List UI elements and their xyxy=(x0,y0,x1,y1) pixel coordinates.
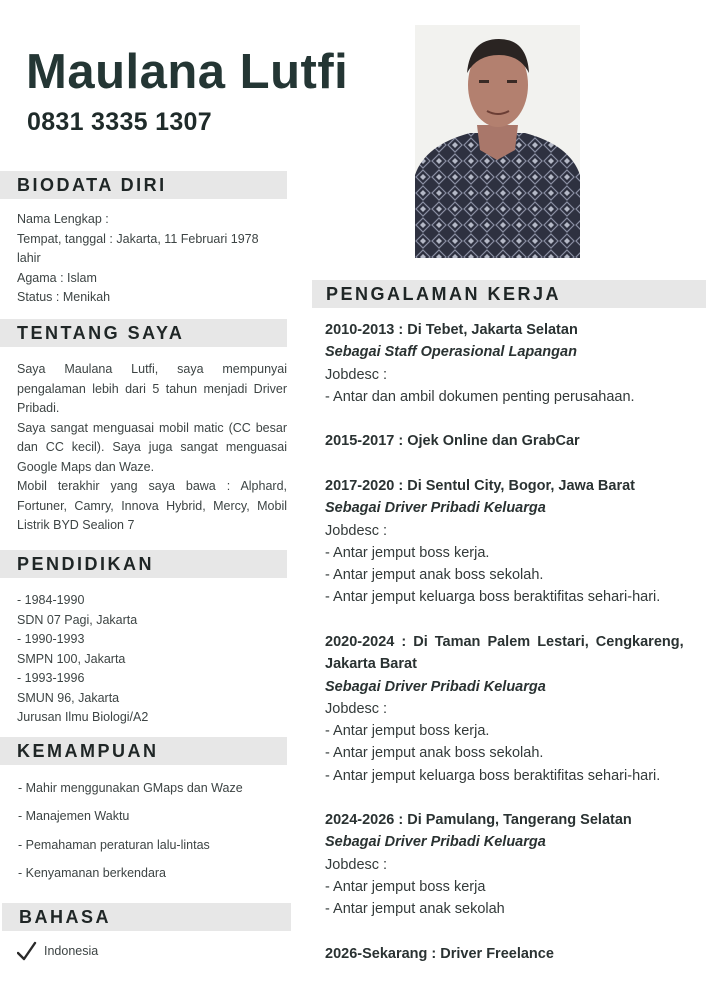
job-desc-label: Jobdesc : xyxy=(325,856,388,873)
job-period: 2015-2017 : Ojek Online dan GrabCar xyxy=(325,433,580,449)
job-period: 2020-2024 : Di Taman Palem Lestari, Cengkareng, xyxy=(325,634,684,650)
tentang-block xyxy=(17,360,287,536)
job-desc-item: - Antar jemput keluarga boss beraktifitas sehari-hari. xyxy=(325,767,661,784)
skill-item: - Pemahaman peraturan lalu-lintas xyxy=(18,838,210,852)
job-desc-item: - Antar jemput anak sekolah xyxy=(325,901,505,918)
job-desc-item: - Antar dan ambil dokumen penting perusahaan. xyxy=(325,388,635,405)
job-role: Sebagai Driver Pribadi Keluarga xyxy=(325,678,546,695)
skill-item: - Manajemen Waktu xyxy=(18,809,130,823)
checkmark-icon xyxy=(17,940,37,962)
job-desc-label: Jobdesc : xyxy=(325,366,388,383)
job-entry-2015 xyxy=(325,430,693,452)
profile-photo xyxy=(415,25,580,258)
job-desc-item: - Antar jemput boss kerja xyxy=(325,878,486,895)
tentang-paragraph-2: Saya sangat menguasai mobil matic (CC besar dan CC kecil). Saya juga sangat menguasai Google Maps dan Waze. xyxy=(17,420,287,474)
job-role: Sebagai Driver Pribadi Keluarga xyxy=(325,500,546,517)
pendidikan-item: - 1993-1996 xyxy=(17,671,85,685)
tentang-paragraph-3: Mobil terakhir yang saya bawa : Alphard, Fortuner, Camry, Innova Hybrid, Mercy, Mobil Listrik BYD Sealion 7 xyxy=(17,479,287,532)
job-desc-item: - Antar jemput boss kerja. xyxy=(325,723,490,740)
phone-number: 0831 3335 1307 xyxy=(27,108,212,136)
biodata-ttl-cont: lahir xyxy=(17,251,41,265)
job-desc-item: - Antar jemput boss kerja. xyxy=(325,544,490,561)
biodata-ttl: Tempat, tanggal : Jakarta, 11 Februari 1978 xyxy=(17,231,259,246)
section-header-pengalaman: PENGALAMAN KERJA xyxy=(312,280,706,308)
job-period: 2010-2013 : Di Tebet, Jakarta Selatan xyxy=(325,322,578,338)
job-desc-item: - Antar jemput anak boss sekolah. xyxy=(325,567,544,584)
section-header-biodata: BIODATA DIRI xyxy=(0,171,287,199)
pendidikan-item: SMUN 96, Jakarta xyxy=(17,690,120,705)
section-header-kemampuan: KEMAMPUAN xyxy=(0,737,287,765)
cv-name: Maulana Lutfi xyxy=(26,45,349,99)
section-header-bahasa: BAHASA xyxy=(2,903,291,931)
skill-item: - Mahir menggunakan GMaps dan Waze xyxy=(18,781,243,795)
biodata-agama: Agama : Islam xyxy=(17,270,97,285)
job-entry-2020 xyxy=(325,631,693,787)
job-period-cont: Jakarta Barat xyxy=(325,656,417,673)
job-desc-item: - Antar jemput anak boss sekolah. xyxy=(325,745,544,762)
pendidikan-item: - 1984-1990 xyxy=(17,593,85,607)
job-period: 2026-Sekarang : Driver Freelance xyxy=(325,946,554,962)
job-role: Sebagai Staff Operasional Lapangan xyxy=(325,344,577,361)
pendidikan-item: SDN 07 Pagi, Jakarta xyxy=(17,612,138,627)
section-header-tentang: TENTANG SAYA xyxy=(0,319,287,347)
pendidikan-block xyxy=(17,591,287,728)
job-role: Sebagai Driver Pribadi Keluarga xyxy=(325,834,546,851)
section-header-pendidikan: PENDIDIKAN xyxy=(0,550,287,578)
job-desc-item: - Antar jemput keluarga boss beraktifitas sehari-hari. xyxy=(325,589,661,606)
job-entry-2010 xyxy=(325,319,693,408)
job-period: 2017-2020 : Di Sentul City, Bogor, Jawa Barat xyxy=(325,478,635,494)
skill-item: - Kenyamanan berkendara xyxy=(18,866,167,880)
job-entry-2024 xyxy=(325,809,693,920)
pendidikan-item: Jurusan Ilmu Biologi/A2 xyxy=(17,710,149,724)
language-indonesia: Indonesia xyxy=(44,944,99,958)
job-period: 2024-2026 : Di Pamulang, Tangerang Selatan xyxy=(325,812,632,828)
biodata-block xyxy=(17,210,287,308)
job-desc-label: Jobdesc : xyxy=(325,700,388,717)
tentang-paragraph-1: Saya Maulana Lutfi, saya mempunyai pengalaman lebih dari 5 tahun menjadi Driver Pribadi. xyxy=(17,362,287,415)
job-desc-label: Jobdesc : xyxy=(325,522,388,539)
job-entry-2026 xyxy=(325,943,693,965)
pendidikan-item: - 1990-1993 xyxy=(17,632,85,646)
biodata-status: Status : Menikah xyxy=(17,290,111,304)
biodata-nama: Nama Lengkap : xyxy=(17,212,109,226)
job-entry-2017 xyxy=(325,475,693,609)
pendidikan-item: SMPN 100, Jakarta xyxy=(17,651,126,666)
